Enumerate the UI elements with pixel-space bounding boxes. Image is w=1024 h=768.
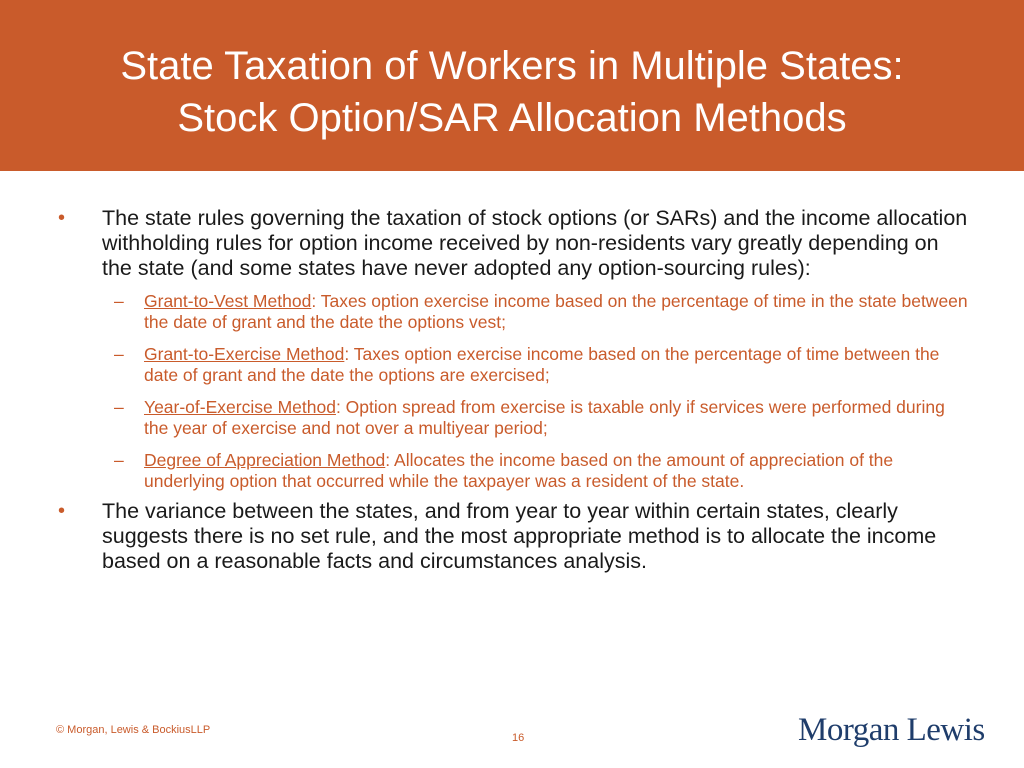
bullet-icon: • bbox=[58, 500, 66, 522]
method-term: Grant-to-Vest Method bbox=[144, 291, 312, 311]
method-term: Grant-to-Exercise Method bbox=[144, 344, 345, 364]
method-desc: : Taxes option exercise income based on the percentage of time between the date of grant and the date the options are exercised; bbox=[144, 344, 940, 385]
slide-title-line-1: State Taxation of Workers in Multiple States: bbox=[120, 44, 904, 88]
method-term: Degree of Appreciation Method bbox=[144, 450, 386, 470]
method-desc: : Taxes option exercise income based on the percentage of time in the state between the date of grant and the date the options vest; bbox=[144, 291, 968, 332]
bullet-intro-text: The state rules governing the taxation of stock options (or SARs) and the income allocation withholding rules for option income received by non-residents vary greatly depending on the state (and some states have never adopted any option-sourcing rules): bbox=[102, 206, 968, 280]
bullet-icon: • bbox=[58, 207, 66, 229]
bullet-intro bbox=[56, 206, 968, 281]
slide-title bbox=[20, 40, 1004, 144]
method-desc: : Option spread from exercise is taxable only if services were performed during the year of exercise and not over a multiyear period; bbox=[144, 397, 945, 438]
bullet-conclusion bbox=[56, 499, 968, 574]
dash-icon: – bbox=[114, 450, 124, 470]
method-item-degree-of-appreciation bbox=[56, 450, 968, 491]
morgan-lewis-logo: Morgan Lewis bbox=[798, 712, 985, 748]
dash-icon: – bbox=[114, 344, 124, 364]
slide-body bbox=[56, 206, 968, 574]
dash-icon: – bbox=[114, 291, 124, 311]
method-item-grant-to-vest bbox=[56, 291, 968, 332]
title-banner bbox=[0, 0, 1024, 171]
method-item-year-of-exercise bbox=[56, 397, 968, 438]
bullet-conclusion-text: The variance between the states, and from year to year within certain states, clearly suggests there is no set rule, and the most appropriate method is to allocate the income based on a reasonable facts and circumstances analysis. bbox=[102, 499, 937, 573]
dash-icon: – bbox=[114, 397, 124, 417]
method-item-grant-to-exercise bbox=[56, 344, 968, 385]
page-number: 16 bbox=[512, 732, 525, 744]
method-desc: : Allocates the income based on the amount of appreciation of the underlying option that occurred while the taxpayer was a resident of the state. bbox=[144, 450, 894, 491]
footer-copyright: © Morgan, Lewis & BockiusLLP bbox=[56, 724, 211, 736]
method-term: Year-of-Exercise Method bbox=[144, 397, 336, 417]
slide-title-line-2: Stock Option/SAR Allocation Methods bbox=[177, 96, 847, 140]
